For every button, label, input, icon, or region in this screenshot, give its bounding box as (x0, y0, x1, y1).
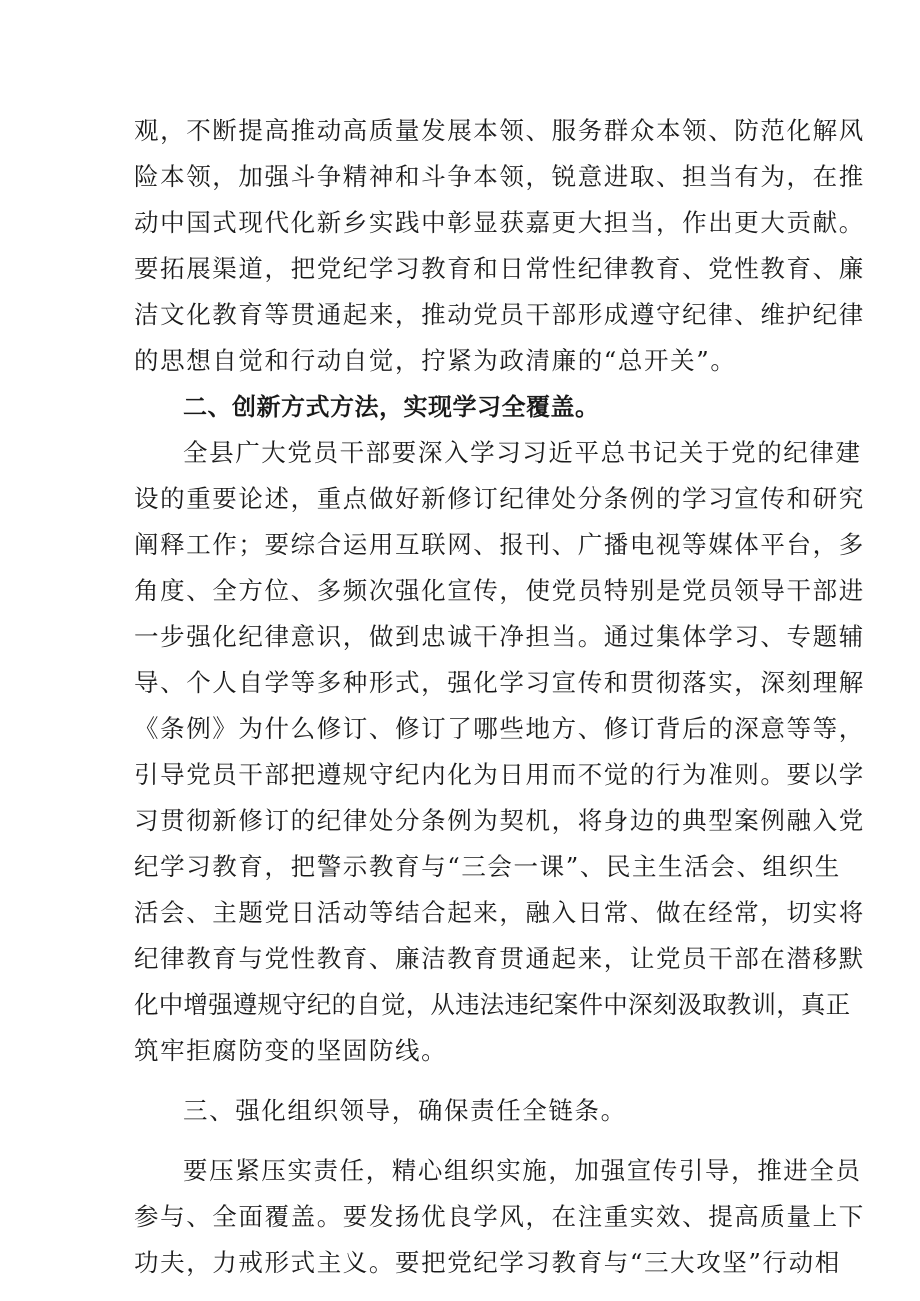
paragraph-3 (134, 1148, 865, 1286)
paragraph-line: 的思想自觉和行动自觉，拧紧为政清廉的“总开关”。 (134, 346, 737, 375)
paragraph-line: 观，不断提高推动高质量发展本领、服务群众本领、防范化解风 (134, 116, 865, 145)
paragraph-line: 阐释工作；要综合运用互联网、报刊、广播电视等媒体平台，多 (134, 530, 865, 559)
section-heading-2: 二、创新方式方法，实现学习全覆盖。 (183, 393, 600, 421)
paragraph-line: 要压紧压实责任，精心组织实施，加强宣传引导，推进全员 (183, 1156, 862, 1185)
paragraph-line: 洁文化教育等贯通起来，推动党员干部形成遵守纪律、维护纪律 (134, 300, 865, 329)
paragraph-line: 《条例》为什么修订、修订了哪些地方、修订背后的深意等等， (134, 714, 865, 743)
paragraph-line: 化中增强遵规守纪的自觉，从违法违纪案件中深刻汲取教训，真正 (134, 990, 851, 1019)
paragraph-line: 动中国式现代化新乡实践中彰显获嘉更大担当，作出更大贡献。 (134, 208, 865, 237)
paragraph-line: 险本领，加强斗争精神和斗争本领，锐意进取、担当有为，在推 (134, 162, 865, 191)
paragraph-line: 参与、全面覆盖。要发扬优良学风，在注重实效、提高质量上下 (134, 1202, 865, 1231)
paragraph-line: 全县广大党员干部要深入学习习近平总书记关于党的纪律建 (183, 438, 862, 467)
paragraph-line: 纪律教育与党性教育、廉洁教育贯通起来，让党员干部在潜移默 (134, 944, 865, 973)
paragraph-line: 活会、主题党日活动等结合起来，融入日常、做在经常，切实将 (134, 898, 865, 927)
paragraph-line: 功夫，力戒形式主义。要把党纪学习教育与“三大攻坚”行动相 (134, 1248, 841, 1277)
paragraph-line: 要拓展渠道，把党纪学习教育和日常性纪律教育、党性教育、廉 (134, 254, 865, 283)
paragraph-line: 一步强化纪律意识，做到忠诚干净担当。通过集体学习、专题辅 (134, 622, 865, 651)
document-body (134, 108, 865, 1286)
paragraph-line: 习贯彻新修订的纪律处分条例为契机，将身边的典型案例融入党 (134, 806, 865, 835)
paragraph-line: 纪学习教育，把警示教育与“三会一课”、民主生活会、组织生 (134, 852, 841, 881)
paragraph-line: 设的重要论述，重点做好新修订纪律处分条例的学习宣传和研究 (134, 484, 865, 513)
paragraph-line: 筑牢拒腐防变的坚固防线。 (134, 1036, 448, 1065)
paragraph-2 (134, 430, 865, 1074)
paragraph-line: 导、个人自学等多种形式，强化学习宣传和贯彻落实，深刻理解 (134, 668, 865, 697)
paragraph-line: 角度、全方位、多频次强化宣传，使党员特别是党员领导干部进 (134, 576, 865, 605)
paragraph-1 (134, 108, 865, 384)
section-heading-3: 三、强化组织领导，确保责任全链条。 (183, 1096, 627, 1125)
paragraph-line: 引导党员干部把遵规守纪内化为日用而不觉的行为准则。要以学 (134, 760, 865, 789)
